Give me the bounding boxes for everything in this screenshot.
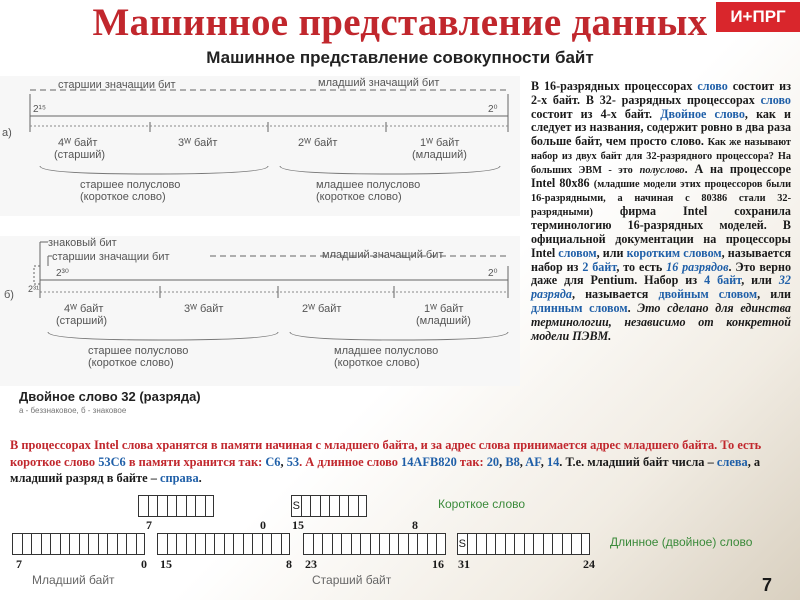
- para-term: длинным словом: [531, 300, 628, 315]
- byte-3-label: 3ᵂ байт: [178, 137, 218, 149]
- bottom-value: C6: [265, 454, 281, 469]
- diagram-unsigned: [0, 76, 520, 216]
- para-term: 32 разряда: [531, 273, 791, 302]
- bottom-text: в памяти хранится так:: [128, 454, 263, 469]
- para-text: состоит из 4-х байт.: [531, 106, 653, 121]
- para-term: двойным словом: [658, 287, 758, 302]
- diagram-signed: [0, 236, 520, 386]
- byte-1-label-b: 1ᵂ байт: [424, 303, 464, 315]
- bit-label: 16: [432, 557, 444, 571]
- bit-label: 7: [16, 557, 22, 571]
- para-term: Двойное слово: [660, 106, 745, 121]
- logo: И+ПРГ: [716, 2, 800, 32]
- bit-label: 24: [583, 557, 595, 571]
- byte-1-label: 1ᵂ байт: [420, 137, 460, 149]
- dword-caption: Двойное слово 32 (разряда): [19, 389, 201, 404]
- bit-0-label: 2⁰: [488, 104, 498, 115]
- bottom-value: 14: [546, 454, 560, 469]
- page-title: Машинное представление данных: [92, 1, 708, 44]
- storage-explanation: В процессорах Intel слова хранятся в памяти начиная с младшего байта, и за адрес слова принимается адрес младшего байта. То есть короткое слово 53C6 в памяти хранится так: C6, 53. А длинное слово 14AFB820 так: 20, B8, AF, 14. Т.е. младший байт числа – слева, а младший разряд в байте – справа.: [10, 438, 762, 485]
- explanation-paragraph: [531, 80, 791, 343]
- sign-bit-cell-long: S: [457, 533, 467, 555]
- para-text: фирма Intel сохранила терминологию 16-разрядных моделей. В официальной документации на процессоры Intel: [531, 204, 791, 260]
- subtitle: Машинное представление совокупности байт: [206, 48, 594, 67]
- para-text: , или: [596, 245, 624, 260]
- high-byte-label: Старший байт: [312, 573, 392, 587]
- para-small: (младшие модели этих процессоров были 16-разрядными, а начиная с 80386 стали 32-разрядными): [531, 179, 791, 219]
- long-word-byte-3: [303, 533, 446, 555]
- short-word-high-byte: [291, 495, 367, 517]
- byte-1-sub-b: (младший): [416, 315, 471, 327]
- para-term: 2 байт: [582, 259, 617, 274]
- sign-bit-cell: S: [291, 495, 301, 517]
- bit-label: 31: [458, 557, 470, 571]
- high-half-label-b: старшее полуслово: [88, 345, 189, 357]
- bottom-value: AF: [525, 454, 541, 469]
- para-term: слово: [760, 92, 791, 107]
- byte-4-sub-b: (старший): [56, 315, 108, 327]
- para-text: .: [627, 300, 631, 315]
- para-term: 4 байт: [704, 273, 742, 288]
- bit-0-label-b: 2⁰: [488, 268, 498, 279]
- bottom-text: . Т.е. младший байт числа –: [559, 454, 714, 469]
- high-half-sub-b: (короткое слово): [88, 357, 174, 369]
- bit-label: 23: [305, 557, 317, 571]
- bottom-value: 20: [486, 454, 500, 469]
- bit-31-label: 2³¹: [28, 284, 39, 294]
- byte-3-label-b: 3ᵂ байт: [184, 303, 224, 315]
- low-half-label: младшее полуслово: [316, 179, 421, 191]
- long-word-byte-4: [457, 533, 590, 555]
- bit-label: 8: [412, 518, 418, 532]
- diagram-a-label: а): [2, 127, 12, 139]
- byte-4-label: 4ᵂ байт: [58, 137, 98, 149]
- byte-2-label: 2ᵂ байт: [298, 137, 338, 149]
- short-word-label: Короткое слово: [438, 497, 526, 511]
- bottom-value: слева: [716, 454, 748, 469]
- high-half-label: старшее полуслово: [80, 179, 181, 191]
- msb-label: старшии значащии бит: [58, 79, 176, 91]
- lsb-label: младший значащий бит: [318, 77, 440, 89]
- byte-2-label-b: 2ᵂ байт: [302, 303, 342, 315]
- long-word-label: Длинное (двойное) слово: [610, 535, 753, 549]
- page-number: 7: [762, 575, 773, 595]
- para-term: 16 разрядов: [666, 259, 729, 274]
- bit-label: 0: [260, 518, 266, 532]
- bit-30-label: 2³⁰: [56, 268, 69, 279]
- para-term: полуслово: [639, 165, 685, 177]
- byte-4-sub: (старший): [54, 149, 106, 161]
- para-text: В 16-разрядных процессорах: [531, 79, 693, 93]
- bottom-text: В процессорах Intel слова хранятся в памяти начиная с младшего байта, и за адрес слова принимается адрес младшего байта. То есть короткое слово: [10, 438, 762, 469]
- low-half-label-b: младшее полуслово: [334, 345, 439, 357]
- para-text: , называется набор из: [531, 245, 791, 274]
- para-text: . А на процессоре Intel 80x86: [531, 162, 791, 191]
- para-text: , то есть: [616, 259, 663, 274]
- bottom-text: . А длинное слово: [299, 454, 398, 469]
- bit-label: 7: [146, 518, 152, 532]
- long-word-byte-2: [157, 533, 290, 555]
- para-text: состоит из 2-х байт. В 32- разрядных процессорах: [531, 79, 791, 107]
- para-term: словом: [558, 245, 597, 260]
- bottom-text: , а младший разряд в байте –: [10, 454, 761, 485]
- para-text: , как и следует из названия, содержит ровно в два раза больше байт, чем просто слово.: [531, 106, 791, 149]
- dword-note: а - беззнаковое, б - знаковое: [19, 406, 127, 415]
- para-text: . Это верно даже для Pentium. Набор из: [531, 259, 792, 288]
- bottom-text: .: [198, 471, 202, 485]
- sign-bit-label: знаковый бит: [48, 237, 117, 249]
- para-term: слово: [697, 79, 728, 93]
- lsb-label-b: младший значащий бит: [322, 249, 444, 261]
- para-small: Как же называют набор из двух байт для 32-разрядного процессора? На больших ЭВМ - это: [531, 137, 791, 177]
- long-word-byte-1: [12, 533, 145, 555]
- bit-label: 15: [160, 557, 172, 571]
- low-half-sub-b: (короткое слово): [334, 357, 420, 369]
- high-half-sub: (короткое слово): [80, 191, 166, 203]
- byte-4-label-b: 4ᵂ байт: [64, 303, 104, 315]
- para-italic: Это сделано для единства терминологии, независимо от конкретной модели ПЭВМ.: [531, 300, 791, 343]
- para-text: , или: [757, 287, 791, 302]
- bottom-value: 53: [286, 454, 300, 469]
- byte-1-sub: (младший): [412, 149, 467, 161]
- diagram-b-label: б): [4, 289, 14, 301]
- short-word-low-byte: [138, 495, 214, 517]
- bottom-value: 14AFB820: [401, 454, 457, 469]
- bit-15-label: 2¹⁵: [33, 104, 47, 115]
- bit-label: 0: [141, 557, 147, 571]
- bottom-value: B8: [505, 454, 520, 469]
- para-text: , или: [741, 273, 772, 288]
- bit-label: 8: [286, 557, 292, 571]
- bit-label: 15: [292, 518, 304, 532]
- bottom-value: 53C6: [98, 454, 126, 469]
- para-text: , называется: [571, 287, 649, 302]
- bottom-text: так:: [459, 454, 484, 469]
- bottom-value: справа: [160, 471, 199, 485]
- para-term: коротким словом: [626, 245, 722, 260]
- low-half-sub: (короткое слово): [316, 191, 402, 203]
- low-byte-label: Младший байт: [32, 573, 115, 587]
- msb-label-b: старшии значащии бит: [52, 251, 170, 263]
